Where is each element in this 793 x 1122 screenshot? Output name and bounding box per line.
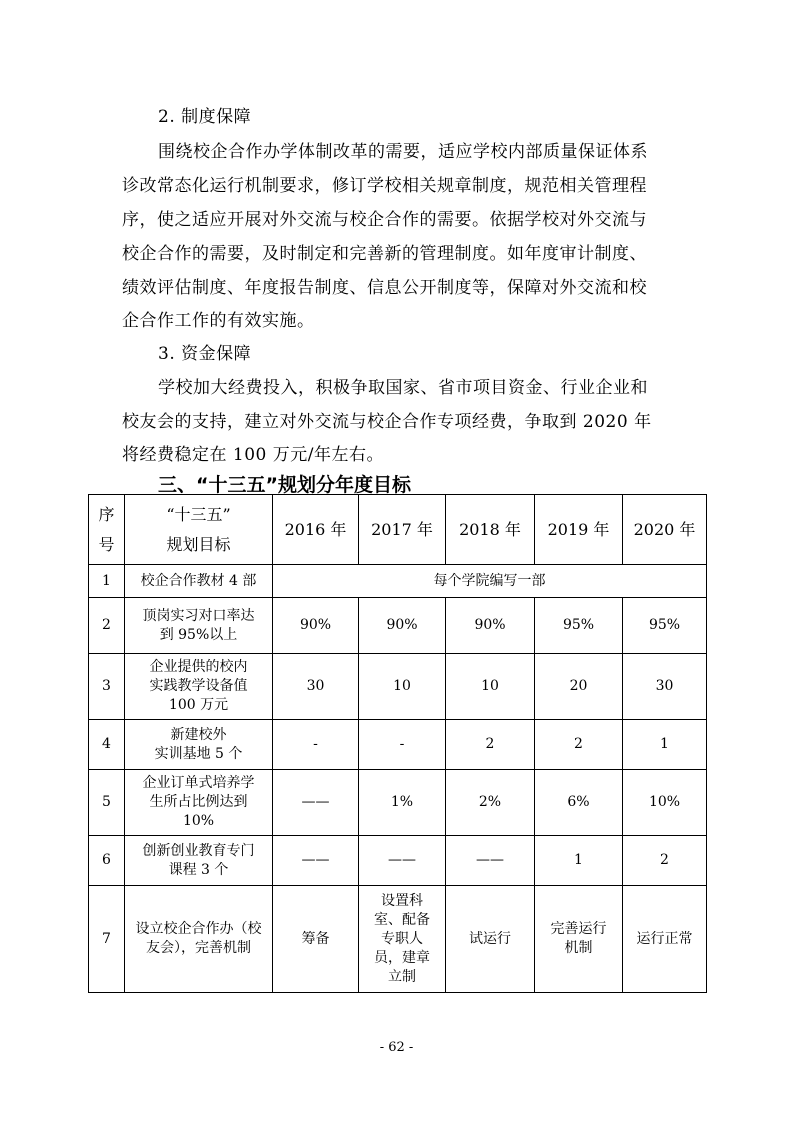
cell-year-value	[623, 770, 707, 836]
paragraph-line: 围绕校企合作办学体制改革的需要，适应学校内部质量保证体系	[158, 142, 648, 162]
header-year: 2019 年	[535, 495, 623, 565]
cell-value-line: 90%	[386, 617, 418, 633]
table-header-row	[89, 495, 707, 565]
cell-year-value	[359, 598, 446, 654]
cell-seq: 3	[89, 654, 125, 720]
cell-value-line: 10%	[648, 794, 681, 810]
cell-goal-line: 友会），完善机制	[146, 940, 251, 956]
cell-value-line: ——	[388, 852, 416, 868]
cell-value-line: 1%	[390, 794, 414, 810]
header-seq	[89, 495, 125, 565]
cell-value-line: 立制	[388, 968, 416, 985]
cell-goal-line: 新建校外	[170, 726, 227, 743]
cell-year-value	[535, 598, 623, 654]
cell-value-line: 30	[655, 678, 674, 694]
table-body	[89, 565, 707, 993]
paragraph-line: 诊改常态化运行机制要求，修订学校相关规章制度，规范相关管理程	[122, 176, 647, 196]
cell-value-line: -	[313, 736, 318, 752]
cell-value-line: ——	[301, 794, 330, 810]
cell-year-value	[535, 720, 623, 770]
cell-year-value	[273, 836, 359, 886]
header-goal-line: 规划目标	[166, 534, 231, 554]
cell-year-value	[273, 770, 359, 836]
cell-year-value	[273, 654, 359, 720]
cell-goal	[125, 598, 273, 654]
cell-goal	[125, 836, 273, 886]
cell-value-line: 完善运行	[550, 921, 607, 937]
cell-seq: 5	[89, 770, 125, 836]
header-goal	[125, 495, 273, 565]
cell-year-value	[359, 720, 446, 770]
table-row	[89, 598, 707, 654]
cell-value-line: 2	[485, 736, 495, 752]
header-year: 2017 年	[359, 495, 446, 565]
table-row	[89, 886, 707, 993]
cell-seq: 6	[89, 836, 125, 886]
paragraph-line: 校友会的支持，建立对外交流与校企合作专项经费，争取到 2020 年	[122, 412, 652, 432]
paragraph-line: 将经费稳定在 100 万元/年左右。	[122, 445, 384, 465]
cell-value-line: 30	[306, 678, 325, 694]
cell-value-line: 6%	[567, 794, 590, 810]
cell-value-line: 运行正常	[636, 930, 693, 947]
cell-year-value	[359, 836, 446, 886]
cell-seq: 1	[89, 565, 125, 598]
cell-year-value	[273, 886, 359, 993]
cell-value-line: ——	[301, 852, 330, 868]
cell-value-line: 20	[569, 678, 588, 694]
page-number: - 62 -	[379, 1040, 414, 1055]
cell-value-line: 专职人	[381, 930, 423, 947]
cell-value-line: -	[399, 736, 405, 752]
cell-goal-line: 生所占比例达到	[149, 794, 248, 810]
cell-year-value	[535, 770, 623, 836]
cell-year-value	[446, 598, 535, 654]
cell-year-value	[446, 654, 535, 720]
cell-year-value	[623, 598, 707, 654]
header-year: 2020 年	[623, 495, 707, 565]
cell-goal-line: 顶岗实习对口率达	[142, 607, 255, 624]
cell-value-line: 员，建章	[374, 949, 430, 966]
cell-goal-line: 课程 3 个	[168, 861, 229, 878]
paragraph-line: 绩效评估制度、年度报告制度、信息公开制度等，保障对外交流和校	[122, 278, 647, 298]
cell-year-value	[273, 720, 359, 770]
cell-value-line: 2%	[478, 794, 502, 810]
cell-value-line: 10	[481, 678, 499, 694]
header-year: 2016 年	[273, 495, 359, 565]
cell-goal	[125, 770, 273, 836]
heading-institutional-guarantee: 2. 制度保障	[158, 107, 252, 127]
cell-value-line: 设置科	[381, 892, 423, 909]
cell-value-line: 90%	[299, 617, 332, 633]
cell-goal	[125, 720, 273, 770]
table-row	[89, 720, 707, 770]
cell-value-line: 2	[660, 852, 669, 868]
cell-goal-line: 到 95%以上	[159, 626, 238, 643]
cell-year-value	[623, 720, 707, 770]
cell-year-value	[446, 886, 535, 993]
cell-goal-line: 100 万元	[168, 697, 229, 713]
cell-goal	[125, 565, 273, 598]
cell-seq: 4	[89, 720, 125, 770]
cell-value-line: 95%	[562, 617, 595, 633]
cell-goal	[125, 886, 273, 993]
cell-value-line: 10	[393, 678, 411, 694]
cell-value-line: 筹备	[301, 930, 330, 947]
paragraph-line: 企合作工作的有效实施。	[122, 311, 315, 331]
cell-year-value	[359, 886, 446, 993]
cell-value-line: 95%	[648, 617, 681, 633]
section-title: 三、“十三五”规划分年度目标	[158, 474, 411, 496]
cell-merged: 每个学院编写一部	[273, 565, 707, 598]
cell-year-value	[446, 720, 535, 770]
header-seq-line: 号	[98, 534, 115, 554]
cell-value-line: 室、配备	[374, 911, 430, 928]
header-seq-line: 序	[98, 504, 115, 524]
cell-value-line: 1	[660, 736, 669, 752]
cell-value-line: ——	[476, 852, 504, 868]
cell-year-value	[446, 836, 535, 886]
cell-goal-line: 企业订单式培养学	[142, 775, 255, 791]
cell-goal-line: 实践教学设备值	[149, 678, 248, 694]
cell-goal-line: 设立校企合作办（校	[135, 921, 262, 937]
cell-goal-line: 10%	[182, 813, 215, 829]
cell-value-line: 2	[574, 736, 583, 752]
paragraph-line: 序，使之适应开展对外交流与校企合作的需要。依据学校对外交流与	[122, 210, 647, 230]
cell-goal-line: 创新创业教育专门	[142, 842, 255, 859]
cell-value-line: 90%	[474, 617, 506, 633]
cell-year-value	[535, 654, 623, 720]
heading-funding-guarantee: 3. 资金保障	[158, 344, 252, 364]
cell-value-line: 1	[574, 852, 583, 868]
cell-goal-line: 实训基地 5 个	[154, 745, 243, 762]
cell-year-value	[623, 836, 707, 886]
cell-seq: 7	[89, 886, 125, 993]
cell-year-value	[623, 654, 707, 720]
header-year: 2018 年	[446, 495, 535, 565]
cell-year-value	[359, 654, 446, 720]
cell-year-value	[535, 886, 623, 993]
cell-year-value	[359, 770, 446, 836]
paragraph-line: 学校加大经费投入，积极争取国家、省市项目资金、行业企业和	[158, 378, 648, 398]
cell-value-line: 机制	[564, 940, 593, 956]
header-goal-line: “十三五”	[166, 504, 231, 524]
cell-goal	[125, 654, 273, 720]
annual-goals-table	[88, 494, 707, 993]
cell-year-value	[273, 598, 359, 654]
cell-value-line: 试运行	[469, 930, 511, 947]
table-row	[89, 836, 707, 886]
cell-goal-line: 企业提供的校内	[149, 659, 248, 675]
table-row	[89, 654, 707, 720]
cell-year-value	[535, 836, 623, 886]
cell-seq: 2	[89, 598, 125, 654]
cell-year-value	[623, 886, 707, 993]
table-row	[89, 770, 707, 836]
cell-goal-line: 校企合作教材 4 部	[140, 572, 257, 589]
table-row	[89, 565, 707, 598]
paragraph-line: 校企合作的需要，及时制定和完善新的管理制度。如年度审计制度、	[122, 244, 647, 264]
cell-year-value	[446, 770, 535, 836]
